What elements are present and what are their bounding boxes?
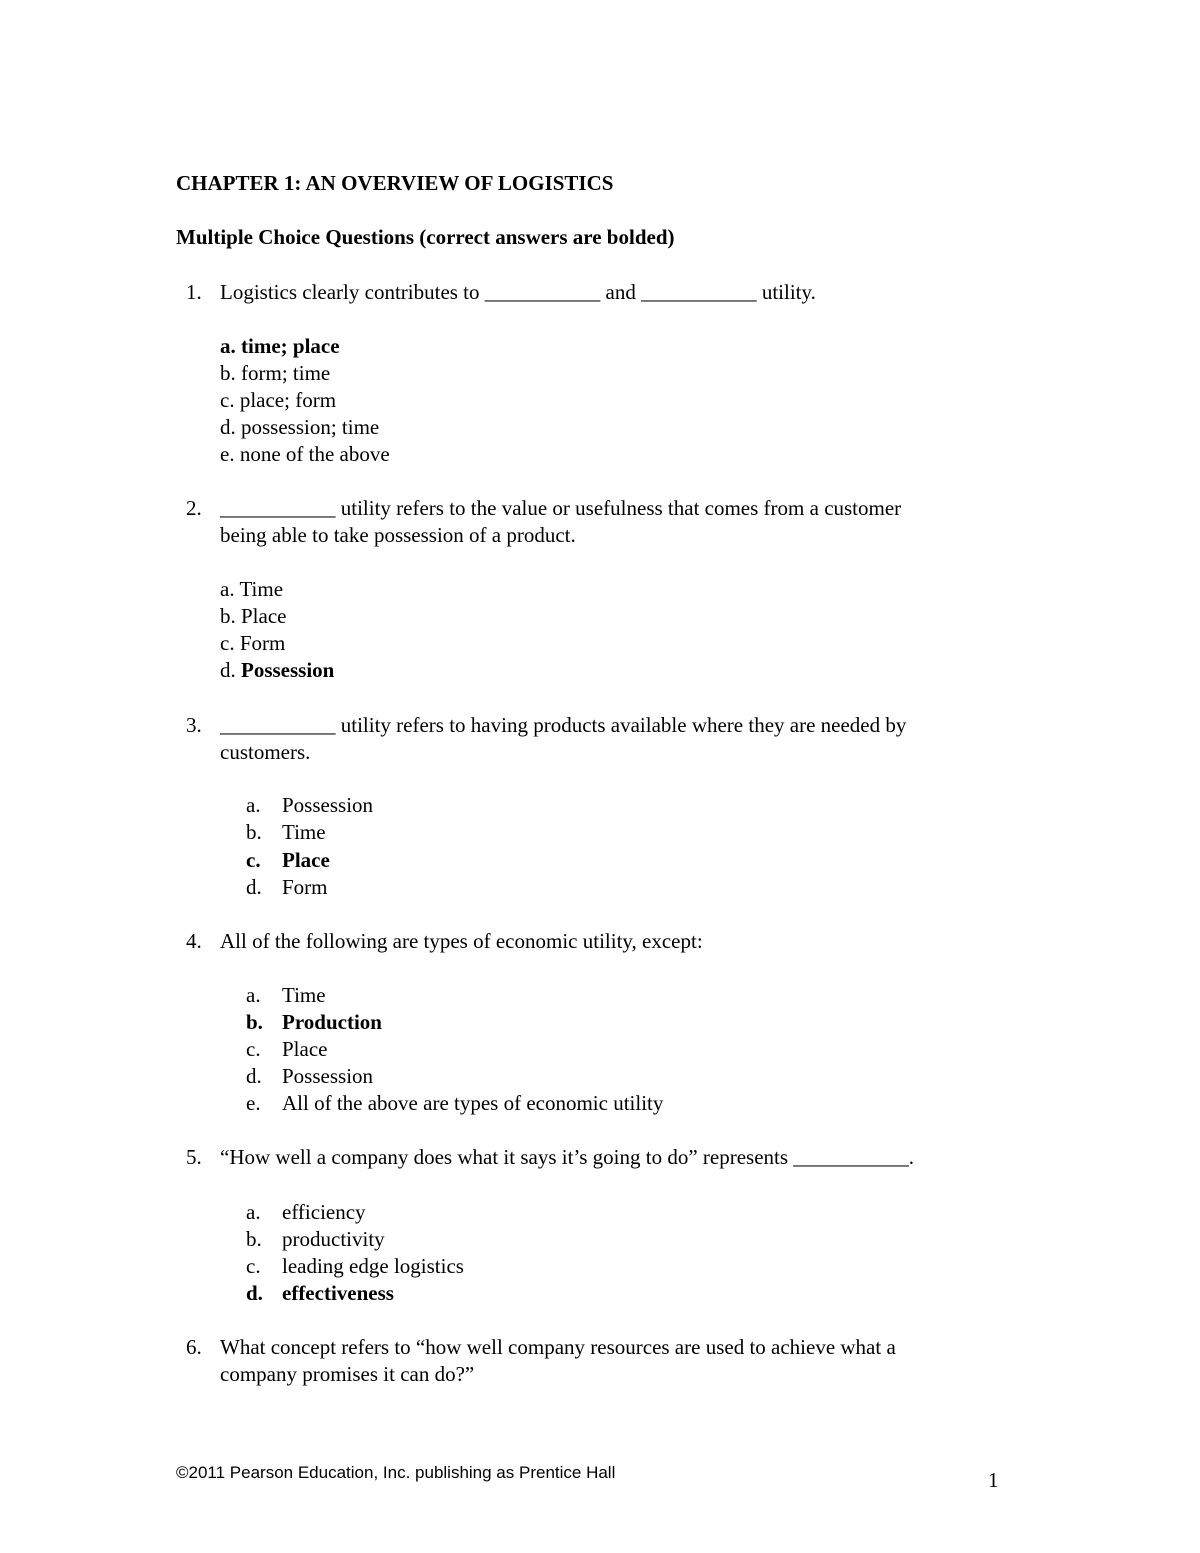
option-text: Possession (282, 793, 374, 817)
question-text: All of the following are types of economic utility, except: (220, 929, 703, 953)
option-text: productivity (282, 1227, 385, 1251)
option-a: a. Time (220, 577, 284, 601)
option-c: c. place; form (220, 388, 337, 412)
option-letter: b. (246, 820, 262, 844)
question-number: 3. (186, 713, 202, 737)
option-letter: d. (246, 1064, 262, 1088)
option-letter: a. (246, 983, 261, 1007)
option-letter: a. (246, 1200, 261, 1224)
question-number: 6. (186, 1335, 202, 1359)
option-text: Time (282, 983, 326, 1007)
option-letter: a. (246, 793, 261, 817)
option-letter: d. (246, 875, 262, 899)
option-d: d. possession; time (220, 415, 380, 439)
page-number: 1 (988, 1468, 999, 1492)
option-letter: c. (246, 1037, 261, 1061)
option-c: c. Form (220, 631, 286, 655)
option-text: Production (282, 1010, 382, 1034)
option-text: Form (282, 875, 328, 899)
option-letter: e. (246, 1091, 261, 1115)
question-text: Logistics clearly contributes to ___________ and ___________ utility. (220, 280, 816, 304)
option-a: a. time; place (220, 334, 340, 358)
option-letter: d. (246, 1281, 263, 1305)
option-text: Place (282, 848, 330, 872)
question-number: 4. (186, 929, 202, 953)
question-number: 1. (186, 280, 202, 304)
question-text: What concept refers to “how well company resources are used to achieve what a (220, 1335, 896, 1359)
option-text: Possession (282, 1064, 374, 1088)
option-text: Time (282, 820, 326, 844)
option-letter: c. (246, 1254, 261, 1278)
option-letter: b. (246, 1010, 263, 1034)
section-heading: Multiple Choice Questions (correct answers are bolded) (176, 225, 675, 249)
footer-copyright: ©2011 Pearson Education, Inc. publishing as Prentice Hall (176, 1463, 616, 1482)
option-text: All of the above are types of economic utility (282, 1091, 664, 1115)
question-text: ___________ utility refers to having products available where they are needed by (220, 713, 907, 737)
option-text: Place (282, 1037, 328, 1061)
question-text-cont: company promises it can do?” (220, 1362, 475, 1386)
question-text-cont: customers. (220, 740, 311, 764)
option-e: e. none of the above (220, 442, 390, 466)
option-letter: b. (246, 1227, 262, 1251)
option-text: efficiency (282, 1200, 366, 1224)
question-text: ___________ utility refers to the value or usefulness that comes from a customer (220, 496, 902, 520)
option-b: b. form; time (220, 361, 331, 385)
option-d: d. Possession (220, 658, 335, 682)
question-number: 5. (186, 1145, 202, 1169)
chapter-title: CHAPTER 1: AN OVERVIEW OF LOGISTICS (176, 171, 614, 195)
option-text: leading edge logistics (282, 1254, 464, 1278)
option-b: b. Place (220, 604, 287, 628)
question-text: “How well a company does what it says it’s going to do” represents ___________. (220, 1145, 915, 1169)
question-text-cont: being able to take possession of a product. (220, 523, 576, 547)
option-text: effectiveness (282, 1281, 394, 1305)
option-letter: c. (246, 848, 261, 872)
question-number: 2. (186, 496, 202, 520)
